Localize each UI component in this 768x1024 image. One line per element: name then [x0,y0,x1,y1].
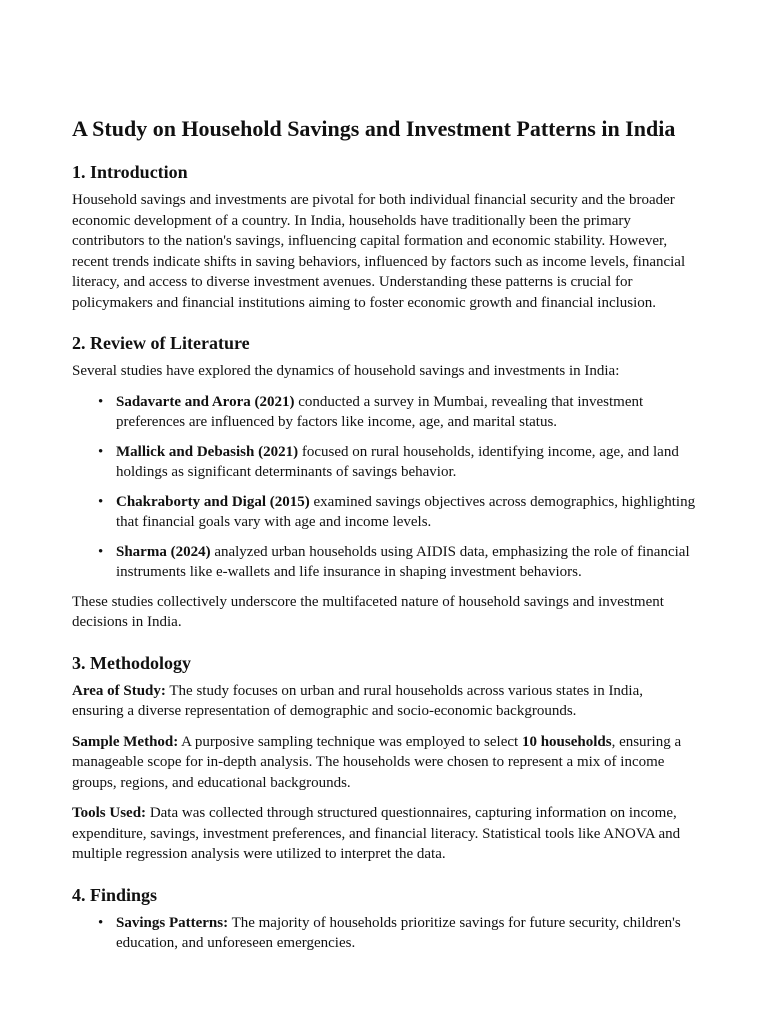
finding-text: The majority of households prioritize savings for future security, children's education, and unforeseen emergencies. [116,914,681,951]
citation-author: Sadavarte and Arora (2021) [116,393,295,410]
citation-author: Sharma (2024) [116,543,211,560]
area-of-study-text: The study focuses on urban and rural households across various states in India, ensuring a diverse representation of demographic and socio-economic backgrounds. [72,682,644,719]
area-of-study-label: Area of Study: [72,682,166,699]
sample-method-label: Sample Method: [72,733,179,750]
bullet-icon: • [98,493,104,510]
tools-used-paragraph [72,803,696,865]
section-heading-review: 2. Review of Literature [72,333,250,353]
sample-method-paragraph [72,732,696,794]
section-methodology [72,651,696,865]
review-list [72,392,696,583]
section-heading-findings: 4. Findings [72,884,158,905]
introduction-paragraph: Household savings and investments are pivotal for both individual financial security and the broader economic development of a country. In India, households have traditionally been the primary contributors to the nation's savings, influencing capital formation and economic stability. However, recent trends indicate shifts in saving behaviors, influenced by factors such as income levels, financial literacy, and access to diverse investment avenues. Understanding these patterns is crucial for policymakers and financial institutions aiming to foster economic growth and financial inclusion. [72,192,686,311]
list-item [98,913,696,954]
citation-author: Mallick and Debasish (2021) [116,443,299,460]
review-lead-paragraph: Several studies have explored the dynamics of household savings and investments in India: [72,363,620,379]
citation-author: Chakraborty and Digal (2015) [116,493,310,510]
sample-method-text: A purposive sampling technique was employed to select [178,733,522,750]
section-heading-methodology: 3. Methodology [72,652,191,673]
bullet-icon: • [98,393,104,410]
tools-used-label: Tools Used: [72,805,147,821]
section-findings [72,883,696,954]
list-item [98,392,696,433]
bullet-icon: • [98,443,104,460]
document-title: A Study on Household Savings and Investment Patterns in India [72,116,676,141]
section-introduction [72,160,696,313]
citation-text: examined savings objectives across demographics, highlighting that financial goals vary with age and income levels. [116,493,696,530]
bullet-icon: • [98,543,104,560]
bullet-icon: • [98,914,104,931]
section-review-of-literature [72,331,696,633]
list-item [98,542,696,583]
tools-used-text: Data was collected through structured questionnaires, capturing information on income, expenditure, savings, investment preferences, and financial literacy. Statistical tools like ANOVA and multiple regression analysis were utilized to interpret the data. [72,805,681,862]
sample-method-text-continued: , ensuring a manageable scope for in-depth analysis. The households were chosen to represent a mix of income groups, regions, and educational backgrounds. [72,733,682,791]
section-heading-introduction: 1. Introduction [72,162,188,182]
citation-text: analyzed urban households using AIDIS data, emphasizing the role of financial instruments like e-wallets and life insurance in shaping investment behaviors. [116,543,690,580]
finding-label: Savings Patterns: [116,914,229,931]
list-item [98,442,696,483]
citation-text: conducted a survey in Mumbai, revealing that investment preferences are influenced by factors like income, age, and marital status. [116,393,644,430]
citation-text: focused on rural households, identifying income, age, and land holdings as significant determinants of savings behavior. [116,443,679,480]
area-of-study-paragraph [72,681,696,722]
review-conclusion-paragraph: These studies collectively underscore the multifaceted nature of household savings and investment decisions in India. [72,593,664,630]
list-item [98,492,696,533]
findings-list [72,913,696,954]
sample-size-emphasis: 10 households [521,733,612,750]
